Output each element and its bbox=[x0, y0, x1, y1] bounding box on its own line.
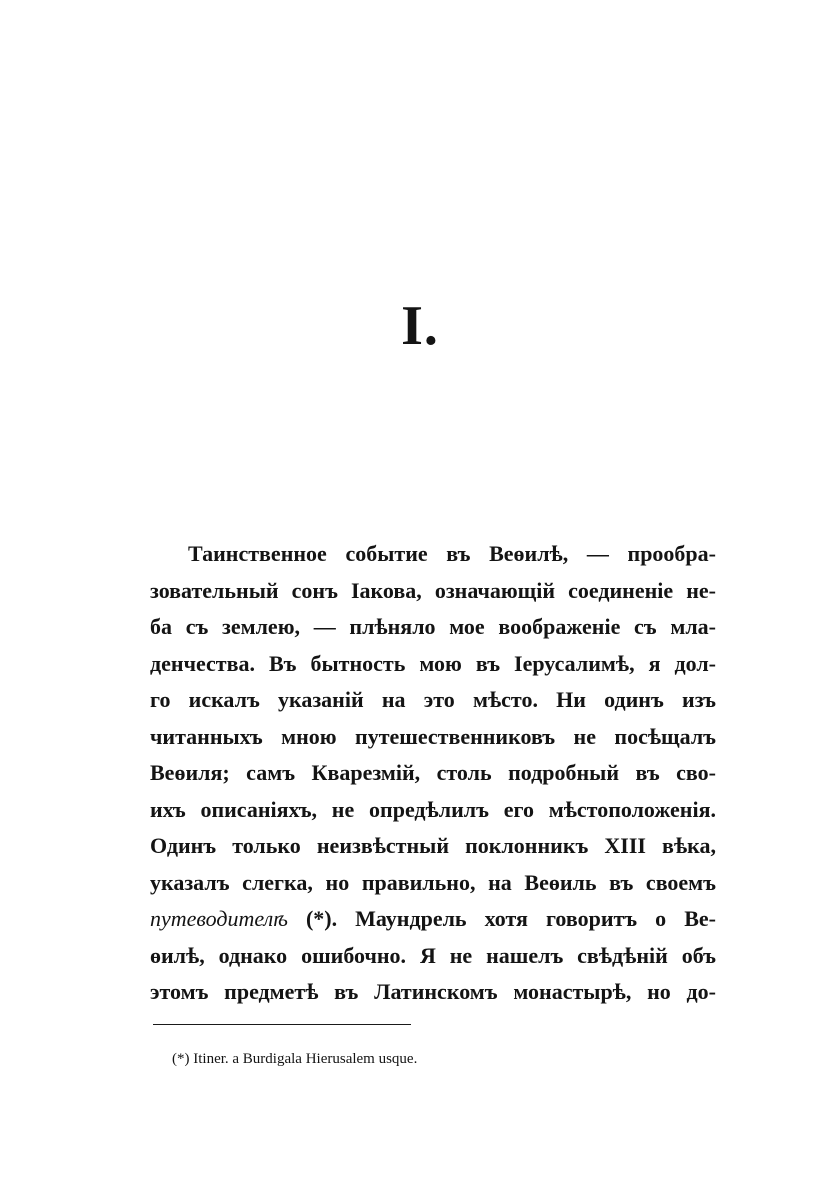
text-line-8: ихъ описаніяхъ, не опредѣлилъ его мѣстоположенія. bbox=[150, 796, 716, 822]
text-line-11-rest: (*). Маундрель хотя говоритъ о Ве- bbox=[287, 906, 716, 931]
text-line-3: ба съ землею, — плѣняло мое воображеніе съ мла- bbox=[150, 614, 716, 639]
chapter-numeral: I. bbox=[401, 295, 439, 357]
footnote-divider bbox=[153, 1024, 411, 1025]
text-line-12: өилѣ, однако ошибочно. Я не нашелъ свѣдѣній объ bbox=[150, 942, 716, 968]
text-line-2: зовательный сонъ Іакова, означающій соединеніе не- bbox=[150, 577, 716, 603]
text-line-6: читанныхъ мною путешественниковъ не посѣщалъ bbox=[150, 723, 716, 749]
text-line-5: го искалъ указаній на это мѣсто. Ни одинъ изъ bbox=[150, 687, 716, 712]
italic-word: путеводителѣ bbox=[150, 906, 288, 931]
text-line-13: этомъ предметѣ въ Латинскомъ монастырѣ, но до- bbox=[150, 979, 716, 1004]
text-line-9: Одинъ только неизвѣстный поклонникъ XIII вѣка, bbox=[150, 833, 716, 858]
text-line-4: денчества. Въ бытность мою въ Іерусалимѣ, я дол- bbox=[150, 650, 716, 676]
text-line-1: Таинственное событие въ Веөилѣ, — прообра- bbox=[188, 541, 716, 566]
text-line-7: Веөиля; самъ Кварезмій, столь подробный въ сво- bbox=[150, 760, 716, 785]
body-paragraph bbox=[150, 536, 716, 1011]
text-line-10: указалъ слегка, но правильно, на Веөиль въ своемъ bbox=[150, 869, 716, 895]
footnote: (*) Itiner. a Burdigala Hierusalem usque. bbox=[172, 1051, 418, 1067]
text-line-11 bbox=[150, 901, 716, 938]
